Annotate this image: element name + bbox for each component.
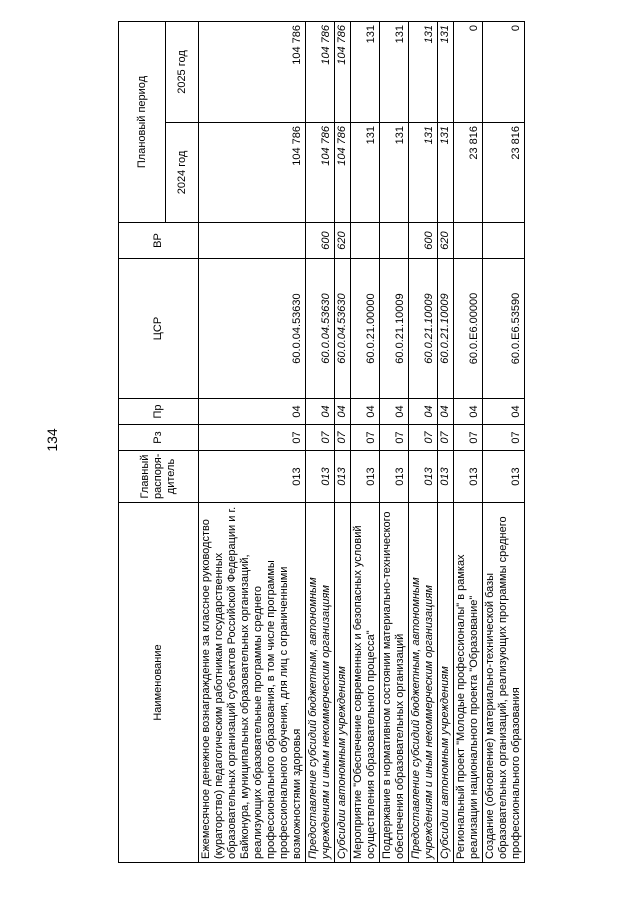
cell-csr: 60.0.21.10009 (409, 259, 438, 399)
cell-rz: 07 (380, 425, 409, 451)
cell-pr: 04 (483, 399, 525, 425)
cell-vr (483, 223, 525, 259)
cell-vr (199, 223, 306, 259)
cell-name: Субсидии автономным учреждениям (438, 503, 454, 863)
cell-rz: 07 (409, 425, 438, 451)
header-csr: ЦСР (119, 259, 199, 399)
cell-vr: 600 (409, 223, 438, 259)
cell-y2025: 104 786 (306, 22, 335, 123)
cell-vr (351, 223, 380, 259)
cell-y2024: 23 816 (483, 123, 525, 223)
cell-rz: 07 (335, 425, 351, 451)
cell-admin: 013 (199, 451, 306, 503)
cell-pr: 04 (306, 399, 335, 425)
cell-csr: 60.0.Е6.00000 (454, 259, 483, 399)
table-row (199, 22, 306, 863)
cell-pr: 04 (454, 399, 483, 425)
cell-csr: 60.0.21.10009 (438, 259, 454, 399)
cell-admin: 013 (335, 451, 351, 503)
cell-csr: 60.0.04.53630 (306, 259, 335, 399)
header-row (119, 22, 166, 863)
header-2025: 2025 год (166, 22, 199, 123)
cell-name: Мероприятие "Обеспечение современных и безопасных условий осуществления образовательного процесса" (351, 503, 380, 863)
cell-name: Предоставление субсидий бюджетным, автономным учреждениям и иным некоммерческим организациям (409, 503, 438, 863)
cell-y2025: 0 (454, 22, 483, 123)
table-row (483, 22, 525, 863)
cell-y2024: 104 786 (335, 123, 351, 223)
cell-y2025: 131 (438, 22, 454, 123)
cell-pr: 04 (409, 399, 438, 425)
header-name: Наименование (119, 503, 199, 863)
cell-pr: 04 (380, 399, 409, 425)
cell-y2025: 131 (409, 22, 438, 123)
cell-y2024: 131 (380, 123, 409, 223)
cell-admin: 013 (454, 451, 483, 503)
cell-y2025: 104 786 (199, 22, 306, 123)
cell-csr: 60.0.04.53630 (199, 259, 306, 399)
cell-vr: 620 (335, 223, 351, 259)
cell-vr (454, 223, 483, 259)
cell-csr: 60.0.Е6.53590 (483, 259, 525, 399)
cell-name: Региональный проект "Молодые профессионалы" в рамках реализации национального проекта "Образование" (454, 503, 483, 863)
cell-name: Предоставление субсидий бюджетным, автономным учреждениям и иным некоммерческим организациям (306, 503, 335, 863)
cell-rz: 07 (306, 425, 335, 451)
page-number: 134 (44, 428, 60, 452)
cell-rz: 07 (438, 425, 454, 451)
table-row (438, 22, 454, 863)
header-rz: Рз (119, 425, 199, 451)
cell-name: Создание (обновление) материально-технической базы образовательных организаций, реализующих программы среднего профессионального образования (483, 503, 525, 863)
cell-name: Поддержание в нормативном состоянии материально-технического обеспечения образовательных организаций (380, 503, 409, 863)
cell-vr: 600 (306, 223, 335, 259)
cell-y2024: 131 (351, 123, 380, 223)
cell-y2024: 104 786 (306, 123, 335, 223)
cell-pr: 04 (335, 399, 351, 425)
cell-csr: 60.0.21.00000 (351, 259, 380, 399)
cell-csr: 60.0.21.10009 (380, 259, 409, 399)
cell-pr: 04 (351, 399, 380, 425)
cell-rz: 07 (483, 425, 525, 451)
rotated-budget-table (118, 22, 578, 863)
cell-rz: 07 (454, 425, 483, 451)
header-vr: ВР (119, 223, 199, 259)
cell-admin: 013 (483, 451, 525, 503)
table-row (335, 22, 351, 863)
header-admin: Главный распоря-дитель (119, 451, 199, 503)
cell-y2024: 104 786 (199, 123, 306, 223)
budget-table (118, 21, 525, 863)
table-row (409, 22, 438, 863)
table-row (351, 22, 380, 863)
header-2024: 2024 год (166, 123, 199, 223)
cell-y2025: 104 786 (335, 22, 351, 123)
cell-name: Ежемесячное денежное вознаграждение за классное руководство (кураторство) педагогическим работникам государственных образовательных организаций субъектов Российской Федерации и г. Байконура, муниципальных образовательных организаций, реализующих образовательные программы среднего профессионального образования, в том числе программы профессионального обучения, для лиц с ограниченными возможностями здоровья (199, 503, 306, 863)
table-row (454, 22, 483, 863)
cell-name: Субсидии автономным учреждениям (335, 503, 351, 863)
cell-vr: 620 (438, 223, 454, 259)
cell-pr: 04 (438, 399, 454, 425)
header-pr: Пр (119, 399, 199, 425)
cell-y2024: 131 (438, 123, 454, 223)
cell-admin: 013 (306, 451, 335, 503)
cell-csr: 60.0.04.53630 (335, 259, 351, 399)
cell-rz: 07 (351, 425, 380, 451)
cell-admin: 013 (438, 451, 454, 503)
table-row (306, 22, 335, 863)
cell-y2025: 131 (351, 22, 380, 123)
cell-vr (380, 223, 409, 259)
cell-y2024: 23 816 (454, 123, 483, 223)
cell-admin: 013 (409, 451, 438, 503)
table-row (380, 22, 409, 863)
header-plan-period: Плановый период (119, 22, 166, 223)
cell-pr: 04 (199, 399, 306, 425)
cell-admin: 013 (351, 451, 380, 503)
cell-admin: 013 (380, 451, 409, 503)
cell-y2025: 131 (380, 22, 409, 123)
cell-y2024: 131 (409, 123, 438, 223)
cell-rz: 07 (199, 425, 306, 451)
cell-y2025: 0 (483, 22, 525, 123)
